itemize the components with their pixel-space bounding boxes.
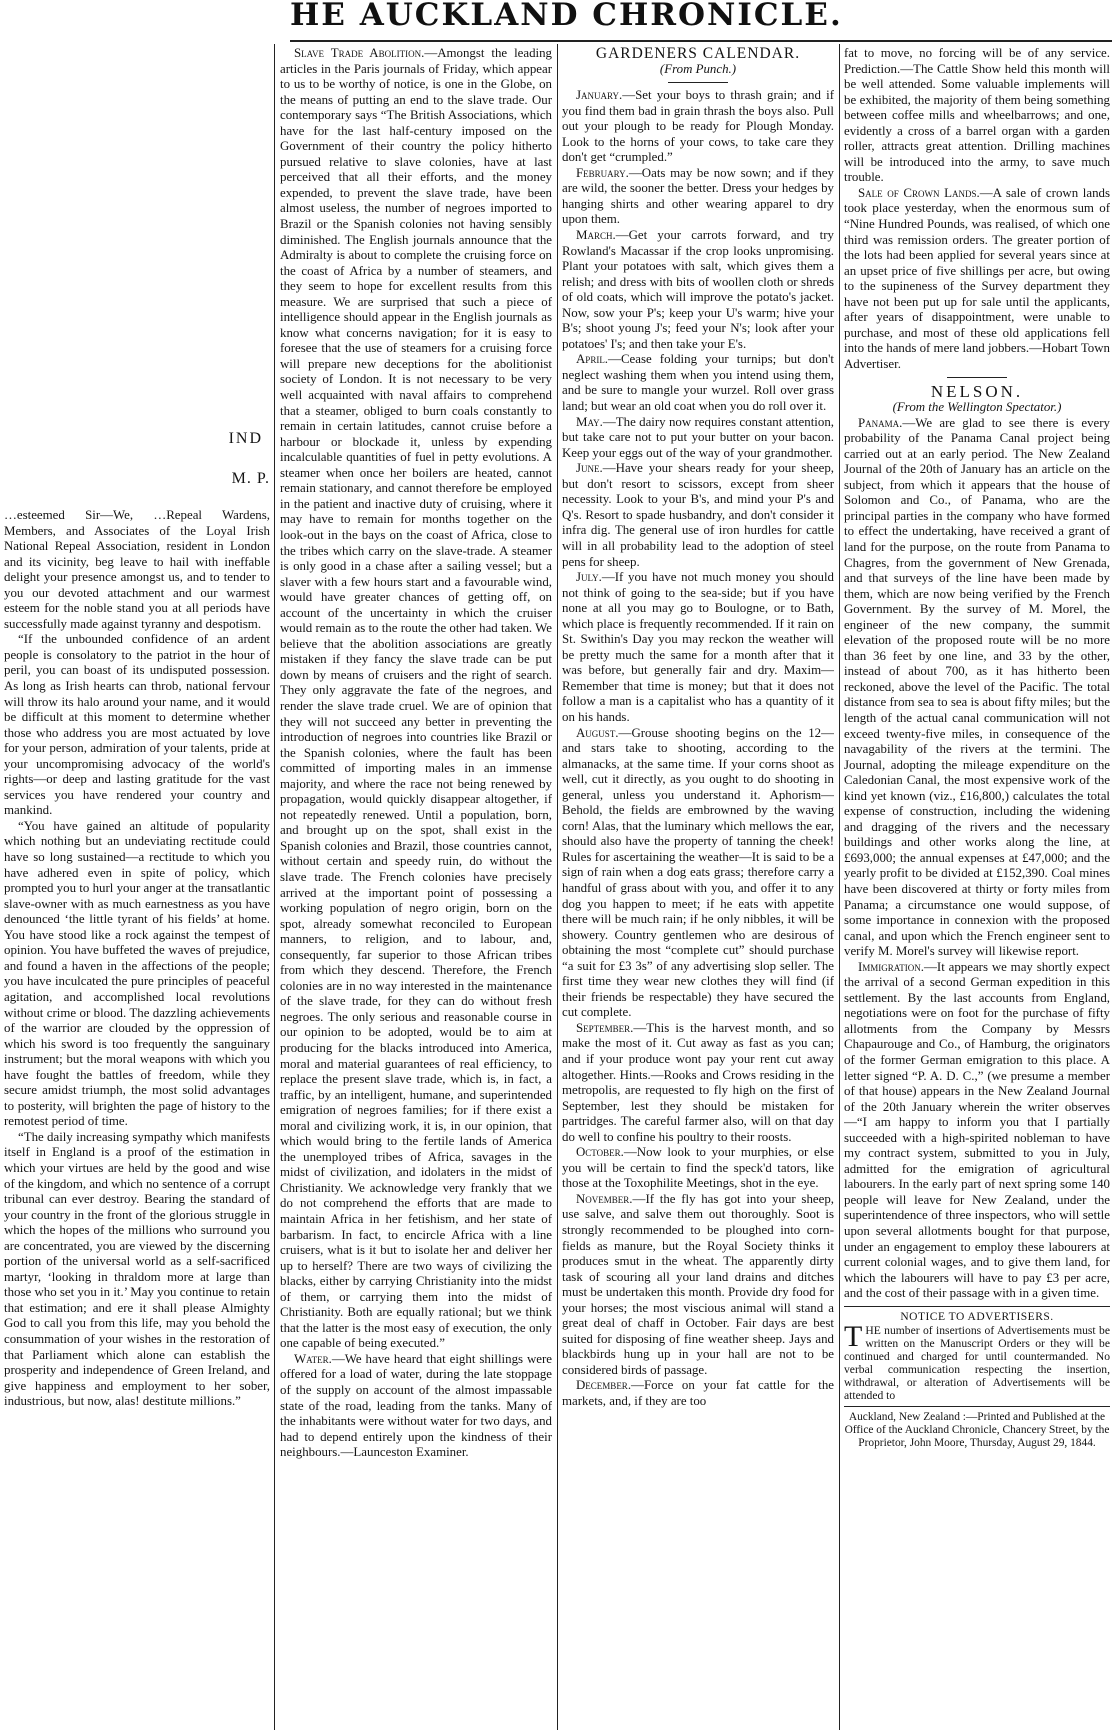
- column-divider: [839, 44, 840, 1730]
- notice-text: THE number of insertions of Advertisements must be written on the Manuscript Orders or they will be continued and charged for until countermanded. No verbal communication respecting the insertion, withdrawal, or alteration of Advertisements will be attended to: [844, 1319, 1110, 1402]
- month-entry: November.—If the fly has got into your sheep, use salve, and salve them out thoroughly. Soot is strongly recommended to be ploughed into corn-fields as manure, but the Royal Society thinks it produces smut in the wheat. The apparently dirty task of scouring all your land drains and ditches must be undertaken this month. Provide dry food for your horses; the most viscious animal will stand a great deal of chaff in October. Fair days are best suited for disposing of fine weather sheep. Jays and blackbirds hung up in your hall are not to be considered birds of passage.: [562, 1191, 834, 1377]
- month-entry: February.—Oats may be now sown; and if they are wild, the sooner the better. Dress your hedges by hanging shirts and other wearing apparel to dry upon them.: [562, 165, 834, 227]
- nelson-source: (From the Wellington Spectator.): [892, 400, 1062, 415]
- month-entry: July.—If you have not much money you should not think of going to the sea-side; but if you have none at all you may go to Boulogne, or to Bath, which place is frequently recommended. If it rain on St. Swithin's Day you may reckon the weather will be pretty much the same for a month after that it was before, but generally fair and dry. Maxim—Remember that time is money; but that it does not follow a man is a capitalist who has a quantity of it on his hands.: [562, 570, 834, 724]
- notice-dropcap: T: [844, 1319, 863, 1353]
- torn-heading: IND: [228, 430, 263, 447]
- notice-rule: [844, 1306, 1110, 1307]
- article-body: —We have heard that eight shillings were offered for a load of water, during the late stoppage of the supply on account of the almost impassable state of the road, leading from the tanks. Many of the inhabitants were without water for two days, and had to depend entirely upon the kindness of their neighbours.—Launceston Examiner.: [280, 1351, 552, 1460]
- notice-box: [844, 1311, 1110, 1402]
- article-immigration: Immigration.—It appears we may shortly expect the arrival of a second German expedition in this settlement. By the last accounts from England, negotiations were on foot for the purchase of fifty allotments from the Company by Messrs Chapaurouge and Co., of Hamburg, the originators of the former German emigration to this place. A letter signed “P. A. D. C.,” (we presume a member of that house) appears in the New Zealand Journal of the 20th January wherein the writer observes—“I am happy to inform you that I partially succeeded with a high-spirited nobleman to have my contract system, submitted to you in July, admitted for the emigration of agricultural labourers. In the early part of next spring some 140 people will leave for New Zealand, under the superintendence of three inspectors, who will settle upon several allotments bought for that purpose, under an engagement to employ these labourers at current colonial wages, and to give them land, for which the labourers will have to pay £3 per acre, and the cost of their passage with in a given time.: [844, 959, 1110, 1301]
- torn-subheading: M. P.: [231, 470, 270, 487]
- article-panama: Panama.—We are glad to see there is every probability of the Panama Canal project being carried out at an early period. The New Zealand Journal of the 20th of January has an article on the subject, from which it appears that the house of Solomon and Co., of Panama, who are the principal parties in the company who have formed to effect the undertaking, have received a grant of land for the purpose, on the route from Panama to Chagres, from the government of New Grenada, and that surveys of the line have been made by them, which are now being verified by the French Government. By the survey of M. Morel, the engineer of the new company, the summit elevation of the proposed route will be no more than 36 feet by one line, and 33 by the other, instead of about 700, as it has hitherto been reckoned, above the level of the Pacific. The total distance from sea to sea is about fifty miles; but the length of the actual canal communication will not exceed twenty-five miles, in consequence of the navagability of the rivers at the termini. The Journal, adopting the mileage expenditure on the Caledonian Canal, the most expensive work of the kind yet known (viz., £16,800,) calculates the total expense of construction, including the widening and dragging of the rivers and the necessary buildings and other works along the line, at £693,000; the annual expenses at £47,000; and the yearly profit to be divided at £152,390. Coal mines have been discovered at thirty or forty miles from Panama; a circumstance one would suppose, of some importance in connexion with the proposed canal, and upon which the French engineer sent to verify M. Morel's survey will likewise report.: [844, 415, 1110, 959]
- notice-title: NOTICE TO ADVERTISERS.: [900, 1310, 1054, 1323]
- imprint-rule: [844, 1406, 1110, 1407]
- column-divider: [557, 44, 558, 1730]
- article-body: —Amongst the leading articles in the Paris journals of Friday, which appear to us to be worthy of notice, is one in the Globe, on the means of putting an end to the slave trade. Our contemporary says “The British Associations, which have for the last half-century imposed on the Government of their country the policy hitherto pursued relative to slave colonies, have at last perceived that all their efforts, and the money expended, to prevent the slave trade, have been almost useless, the number of negroes imported to Brazil or the Spanish colonies not having sensibly diminished. The English journals announce that the Admiralty is about to complete the cruising force on the coast of Africa by a number of steamers, and they seem to hope for excellent results from this measure. We are surprised that such a piece of intelligence should appear in the English journals as know what concerns navigation; for it is easy to foresee that the use of steamers for a cruising force will prepare new deceptions for the abolitionist society of London. It is not necessary to be very well acquainted with naval affairs to comprehend that a steamer, obliged to burn coals constantly to remain in certain latitudes, cannot cruise before a harbour or blockade it, unless by expending incalculable quantities of fuel in petty evolutions. A steamer when once her boilers are heated, cannot remain stationary, and cannot therefore be employed in the patient and inactive duty of cruising, where it may have to remain for months together on the look-out in the bays on the coast of Africa, close to the tribes which carry on the slave-trade. A steamer is only good in a chase after a sailing vessel; but a slaver with a few hours start and a favourable wind, would have greater chances of getting off, on account of the uncertainty in which the cruiser would remain as to the route the other had taken. We believe that the abolition associations are greatly mistaken if they fancy the slave trade can be put down by means of cruisers and the right of search. They only aggravate the fate of the negroes, and render the slave trade cruel. We are of opinion that they will not succeed any better in preventing the introduction of negroes into countries like Brazil or the Spanish colonies, where the fault has been committed of importing males in an immense majority, and where the race not being renewed by propagation, would quickly disappear altogether, if not repeatedly renewed. Until a population, born, and brought up on the spot, shall exist in the Spanish colonies and Brazil, those countries cannot, without certain and speedy ruin, do without the slave trade. The French colonies have precisely arrived at the important point of possessing a working population of negro origin, born on the spot, already somewhat reconciled to European manners, to religion, and to labour, and, consequently, far superior to those African tribes from which they descend. Therefore, the French colonies are in no way interested in the maintenance of the slave trade, for they can do without fresh negroes. The only serious and reasonable course in our opinion to be adopted, would be to aim at producing for the blacks introduced into America, moral and material guarantees of real efficiency, to replace the present slave trade, which is, in fact, a traffic, by an intelligent, humane, and superintended emigration of negroes families; for if there exist a moral and civilizing work, it is, in our opinion, that which would bring to the fertile lands of America the unemployed tribes of Africa, savages in the midst of civilization, and idolaters in the midst of Christianity. We acknowledge very frankly that we do not comprehend the efforts that are made to maintain Africa in her fetishism, and her state of barbarism. In fact, to encircle Africa with a line cruisers, what is it but to isolate her and deliver her up to herself? There are two ways of civilizing the blacks, either by carrying Christianity into the midst of them, or carrying them into the midst of Christianity. Both are equally rational; but we think that the latter is the most easy of execution, the only one capable of being executed.”: [280, 46, 552, 1351]
- masthead-title: HE AUCKLAND CHRONICLE.: [290, 0, 843, 33]
- month-entry: October.—Now look to your murphies, or else you will be certain to find the speck'd tators, like those at the Toxophilite Meetings, shot in the eye.: [562, 1145, 834, 1191]
- column-3: [562, 46, 834, 1730]
- month-entry: December.—Force on your fat cattle for the markets, and, if they are too: [562, 1378, 834, 1409]
- month-entry: April.—Cease folding your turnips; but don't neglect washing them when you intend using them, and be sure to mangle your wurzel. Roll over grass land; but wear an old coat when you do roll over it.: [562, 352, 834, 414]
- separator: [668, 82, 728, 83]
- article-crown-lands: Sale of Crown Lands.—A sale of crown lands took place yesterday, when the enormous sum of “Nine Hundred Pounds, was realised, of which one third was remission orders. The greater portion of the lots had been applied for several years since at an upset price of five shillings per acre, but owing to the supineness of the Survey department they have not been put up for sale until the applicants, after years of disappointment, were unable to purchase, and most of these old applications fell into the hands of mere land jobbers.—Hobart Town Advertiser.: [844, 185, 1110, 371]
- column-2: [280, 46, 552, 1730]
- column-divider: [274, 44, 275, 1730]
- article-head: Slave Trade Abolition.: [294, 46, 425, 60]
- nelson-heading: NELSON.: [930, 382, 1024, 402]
- address-paragraph: “If the unbounded confidence of an ardent people is consolatory to the patriot in the hour of peril, you can boast of its undisputed possession. As long as Irish hearts can throb, national fervour will throw its halo around your name, and it would be difficult at this moment to determine whether those who address you are most actuated by love for your person, admiration of your talents, pride at your uncompromising advocacy of the world's rights—or deep and lasting gratitude for the vast services you have rendered your country and mankind.: [4, 632, 270, 818]
- month-entry: September.—This is the harvest month, and so make the most of it. Cut away as fast as you can; and if your produce wont pay your rent cut away altogether. Hints.—Rooks and Crows residing in the metropolis, are requested to fly high on the first of September, lest they should be mistaken for partridges. The careful farmer also, will on that day do well to confine his poultry to their roosts.: [562, 1020, 834, 1144]
- month-entry: June.—Have your shears ready for your sheep, but don't resort to scissors, except from sheer necessity. Look to your B's, and mind your P's and Q's. Resort to spade husbandry, and don't consider it infra dig. The general use of iron hurdles for cattle will in all probability lead to the adoption of steel pens for sheep.: [562, 461, 834, 569]
- article-water: [280, 1352, 552, 1461]
- imprint: Auckland, New Zealand :—Printed and Published at the Office of the Auckland Chronicle, Chancery Street, by the Proprietor, John Moore, Thursday, August 29, 1844.: [844, 1410, 1110, 1450]
- address-paragraph: …esteemed Sir—We, …Repeal Wardens, Members, and Associates of the Loyal Irish National Repeal Association, resident in London and its vicinity, beg leave to hail with ineffable delight your presence amongst us, and to tender to you our devoted attachment and our warmest esteem for the noble stand you at all periods have successfully made against tyranny and despotism.: [4, 508, 270, 631]
- month-entry: January.—Set your boys to thrash grain; and if you find them bad in grain thrash the boys also. Pull out your plough to be ready for Plough Monday. Look to the horns of your cows, to take care they don't get “crumpled.”: [562, 88, 834, 165]
- article-slave-trade: [280, 46, 552, 1352]
- month-entry: March.—Get your carrots forward, and try Rowland's Macassar if the crop looks unpromising. Plant your potatoes with salt, which gives them a relish; and dress with bits of woollen cloth or shreds of old coats, which will improve the potato's jacket. Now, sow your P's; keep your U's warm; hive your B's; shoot young J's; feed your N's; look after your potatoes' I's; and then take your E's.: [562, 228, 834, 351]
- month-entry: August.—Grouse shooting begins on the 12—and stars take to shooting, according to the almanacks, at the same time. If your corns shoot as well, cut it directly, as you ought to do shooting in general, unless you understand it. Aphorism—Behold, the fields are embrowned by the waving corn! Alas, that the luminary which mellows the ear, should also have the property of tanning the cheek! Rules for ascertaining the weather—It is said to be a sign of rain when a dog eats grass; therefore carry a handful of grass about with you, and offer it to any dog you happen to meet; if he eats with appetite there will be much rain; if he only nibbles, it will be showery. Country gentlemen who are desirous of obtaining the most “complete cut” should purchase “a suit for £3 3s” of any advertising slop seller. The first time they wear new clothes they will find (if their friends be respectable) they have secured the cut complete.: [562, 725, 834, 1020]
- calendar-continuation: fat to move, no forcing will be of any service. Prediction.—The Cattle Show held this month will be well attended. Some valuable implements will be exhibited, the majority of them being something between coffee mills and wheelbarrows; and one, evidently a cross of a barrel organ with a garden roller, attracts great attention. Drilling machines will be introduced into the army, to save much trouble.: [844, 46, 1110, 185]
- month-entry: May.—The dairy now requires constant attention, but take care not to put your butter on your bacon. Keep your eggs out of the way of your grandmother.: [562, 414, 834, 460]
- calendar-heading: GARDENERS CALENDAR.: [595, 46, 801, 62]
- article-head: Water.: [294, 1351, 332, 1366]
- calendar-source: (From Punch.): [659, 61, 737, 76]
- column-1: [4, 508, 270, 1728]
- address-paragraph: “The daily increasing sympathy which manifests itself in England is a proof of the estimation in which your virtues are held by the good and wise of the kingdom, and which no sentence of a corrupt tribunal can ever destroy. Bearing the standard of your country in the front of the glorious struggle in which the hopes of the millions who surround you are concentrated, you are viewed by the discerning portion of the universal world as a self-sacrificed martyr, ‘looking in thraldom more at large than those who set you in it.’ May you continue to retain that estimation; and ere it shall please Almighty God to call you from this life, may you behold the consummation of your wishes in the restoration of that Parliament which alone can establish the prosperity and independence of Green Ireland, and give happiness and employment to her sober, industrious, but now, alas! destitute millions.”: [4, 1129, 270, 1409]
- masthead-rule: [290, 40, 1112, 42]
- separator: [947, 377, 1007, 378]
- address-paragraph: “You have gained an altitude of popularity which nothing but an undeviating rectitude could have so long sustained—a rectitude to which you have adhered even in spite of policy, which prompted you to hurl your anger at the transatlantic slave-owner with as much earnestness as you have denounced ‘the little tyrant of his fields’ at home. You have stood like a rock against the tempest of opinion. You have buffeted the waves of prejudice, and found a haven in the affections of the people; you have inculcated the pure principles of peaceful agitation, and accomplished local revolutions without crime or blood. The dazzling achievements of the warrior are clouded by the oppression of which his sword is too frequently the sanguinary instrument; but the moral weapons with which you have fought the battles of freedom, while they secure amidst triumph, the most solid advantages to posterity, will brighten the page of history to the remotest period of time.: [4, 818, 270, 1129]
- column-4: [844, 46, 1110, 1730]
